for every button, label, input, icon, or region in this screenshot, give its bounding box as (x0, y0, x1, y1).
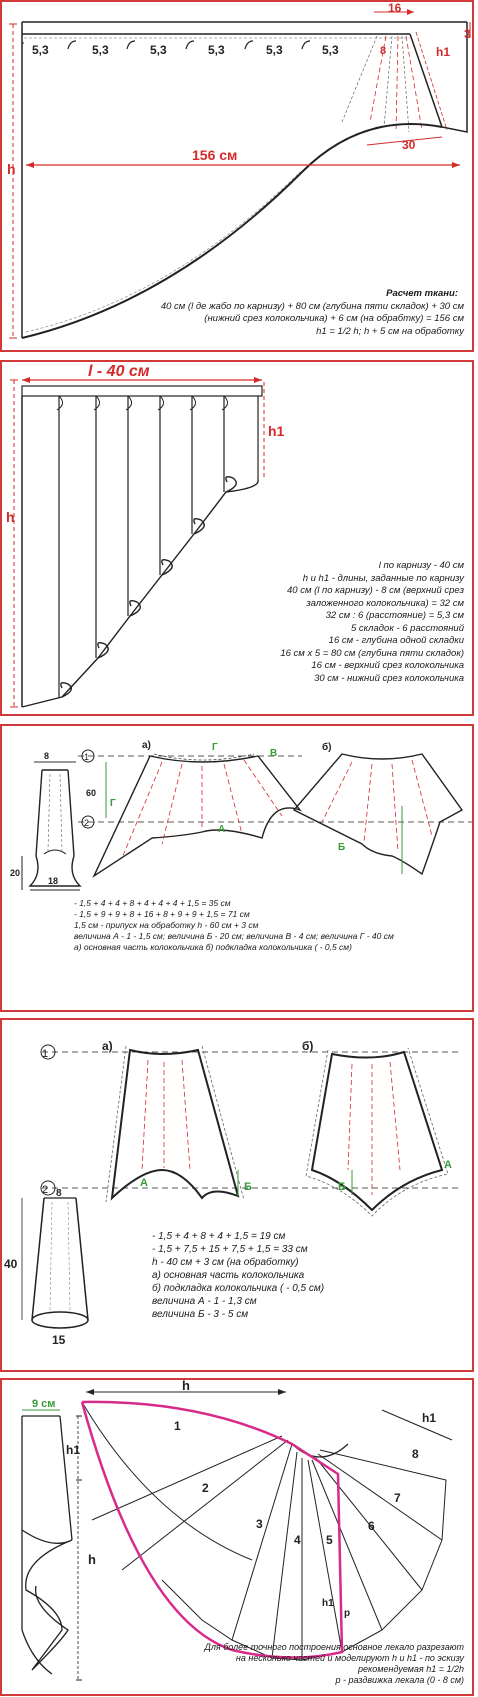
mark-1: 1 (42, 1048, 49, 1060)
spacing-label: 5,3 (150, 43, 167, 57)
mark-1: 1 (84, 752, 90, 762)
segment-label: 6 (368, 1519, 375, 1533)
h1-small-label: h1 (322, 1598, 334, 1609)
segment-label: 7 (394, 1491, 401, 1505)
note-line: - 1,5 + 7,5 + 15 + 7,5 + 1,5 = 33 см (152, 1244, 308, 1255)
panel1-h-label: h (7, 161, 16, 177)
dim-40: 40 (4, 1257, 18, 1271)
panel-pattern-small (0, 1018, 474, 1372)
segment-label: 2 (202, 1481, 209, 1495)
note-line: h и h1 - длины, заданные по карнизу (302, 572, 464, 584)
letter-a-right: А (444, 1159, 452, 1171)
h1-label-left: h1 (66, 1443, 81, 1457)
note-line: 32 см : 6 (расстояние) = 5,3 см (325, 610, 464, 621)
dim-20: 20 (10, 868, 21, 878)
note-line: 30 см - нижний срез колокольчика (314, 672, 464, 684)
letter-g: Г (212, 742, 218, 753)
note-line: p - раздвижка лекала (0 - 8 см) (335, 1675, 464, 1685)
note-line: б) подкладка колокольчика ( - 0,5 см) (152, 1283, 325, 1294)
letter-b-right: Б (338, 1181, 346, 1193)
mark-2: 2 (84, 818, 90, 828)
h1-label-right: h1 (422, 1411, 437, 1425)
panel2-top-label: l - 40 см (88, 363, 150, 380)
note-line: - 1,5 + 9 + 9 + 8 + 16 + 8 + 9 + 9 + 1,5 = 71 см (74, 909, 250, 919)
segment-label: 1 (174, 1419, 181, 1433)
note-line: 16 см - глубина одной складки (328, 635, 464, 646)
note-line: а) основная часть колокольчика (152, 1270, 305, 1281)
note-line: величина А - 1 - 1,5 см; величина Б - 20 см; величина В - 4 см; величина Г - 40 см (74, 931, 394, 941)
dim-18: 18 (48, 876, 59, 886)
dim-60: 60 (86, 788, 97, 798)
letter-b: Б (244, 1181, 252, 1193)
letter-g-left: Г (110, 798, 116, 809)
panel4-notes (152, 1230, 324, 1321)
label-b: б) (302, 1039, 314, 1053)
note-line: 16 см - верхний срез колокольчика (311, 660, 464, 671)
segment-label: 5 (326, 1533, 333, 1547)
spacing-label: 5,3 (92, 43, 109, 57)
panel3-notes (74, 898, 394, 953)
note-line: 1,5 см - припуск на обработку h - 60 см + 3 см (74, 920, 259, 930)
panel2-h-label: h (6, 509, 15, 525)
panel1-bottom-dim: 30 (402, 138, 416, 152)
note-line: Для более точного построения основное лекало разрезают (204, 1642, 464, 1652)
spacing-label: 5,3 (208, 43, 225, 57)
panel-calculation (0, 0, 474, 352)
dim-8: 8 (56, 1188, 62, 1199)
note-line: - 1,5 + 4 + 8 + 4 + 1,5 = 19 см (152, 1231, 286, 1242)
note-line: l по карнизу - 40 см (378, 560, 464, 571)
note-line: величина А - 1 - 1,3 см (152, 1296, 257, 1307)
note-line: на несколько частей и моделируют h и h1 - по эскизу (235, 1653, 464, 1663)
panel1-width-label: 156 см (192, 147, 238, 163)
note-line: 5 складок - 6 расстояний (350, 622, 464, 634)
h-label-top: h (182, 1380, 190, 1393)
note-line: заложенного колокольчика) = 32 см (306, 597, 464, 609)
note-line: 16 см х 5 = 80 см (глубина пяти складок) (280, 647, 464, 659)
mark-2: 2 (42, 1184, 49, 1196)
calc-line: (нижний срез колокольчика) + 6 см (на обрабтку) = 156 см (204, 313, 464, 324)
calc-line: h1 = 1/2 h; h + 5 см на обработку (316, 325, 464, 337)
letter-a: А (140, 1177, 148, 1189)
panel5-notes (205, 1642, 464, 1686)
spacing-label: 5,3 (32, 43, 49, 57)
calc-line: 40 см (l де жабо по карнизу) + 80 см (глубина пяти складок) + 30 см (160, 300, 464, 312)
letter-a: А (218, 824, 226, 835)
label-b: б) (322, 742, 332, 753)
letter-b: Б (338, 842, 346, 853)
note-line: величина Б - 3 - 5 см (152, 1309, 249, 1320)
panel2-h1-label: h1 (268, 423, 285, 439)
panel1-inner-dim: 8 (380, 45, 387, 57)
dim-9: 9 см (32, 1398, 56, 1410)
panel-fan-pattern (0, 1378, 474, 1696)
label-a: а) (142, 740, 151, 751)
label-a: а) (102, 1039, 113, 1053)
dim-8: 8 (44, 751, 50, 761)
note-line: h - 40 см + 3 см (на обработку) (152, 1257, 299, 1268)
note-line: 40 см (l по карнизу) - 8 см (верхний срез (287, 585, 464, 596)
panel-pleat-layout (0, 360, 474, 716)
segment-label: 3 (256, 1517, 263, 1531)
letter-v: В (270, 748, 278, 759)
note-line: - 1,5 + 4 + 4 + 8 + 4 + 4 + 4 + 1,5 = 35 см (74, 898, 231, 908)
segment-label: 4 (294, 1533, 301, 1547)
note-line: а) основная часть колокольчика б) подкладка колокольчика ( - 0,5 см) (74, 942, 352, 952)
h-label-left: h (88, 1552, 96, 1567)
panel1-calc (2, 288, 464, 338)
panel2-notes (280, 560, 464, 685)
segment-label: 8 (412, 1447, 419, 1461)
panel1-h1-label: h1 (436, 45, 451, 59)
spacing-label: 5,3 (266, 43, 283, 57)
dim-15: 15 (52, 1333, 66, 1347)
panel3-drawing (2, 726, 472, 1010)
note-line: рекомендуемая h1 = 1/2h (358, 1664, 464, 1674)
panel-pattern-large (0, 724, 474, 1012)
calc-title: Расчет ткани: (386, 288, 458, 299)
spacing-label: 5,3 (322, 43, 339, 57)
p-label: p (344, 1608, 351, 1619)
panel1-top-dim: 16 (388, 2, 402, 15)
panel1-side-dim: 3 (464, 27, 471, 41)
